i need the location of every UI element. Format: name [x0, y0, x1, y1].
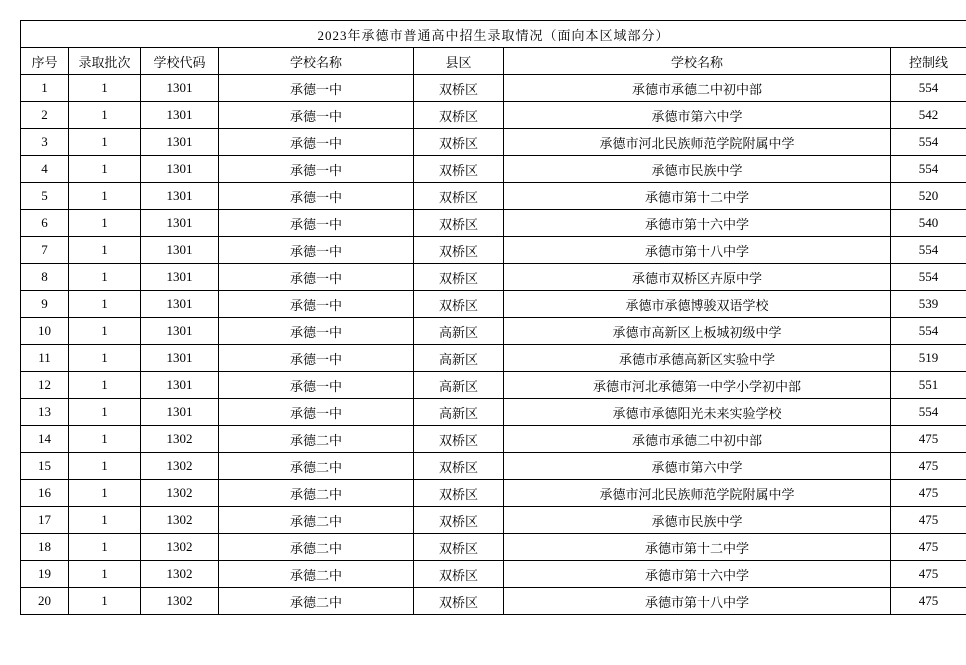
table-cell: 双桥区 — [414, 210, 504, 237]
table-row — [21, 453, 966, 480]
table-cell: 1301 — [141, 129, 219, 156]
table-row — [21, 291, 966, 318]
table-cell: 承德一中 — [219, 237, 414, 264]
table-cell: 1 — [69, 453, 141, 480]
table-cell: 475 — [891, 453, 966, 480]
table-cell: 475 — [891, 426, 966, 453]
table-cell: 承德市第十六中学 — [504, 561, 891, 588]
table-cell: 554 — [891, 264, 966, 291]
table-cell: 16 — [21, 480, 69, 507]
table-cell: 1 — [69, 210, 141, 237]
table-cell: 1302 — [141, 453, 219, 480]
table-cell: 承德市承德阳光未来实验学校 — [504, 399, 891, 426]
table-row — [21, 129, 966, 156]
table-cell: 1 — [69, 399, 141, 426]
table-cell: 1301 — [141, 372, 219, 399]
table-cell: 1 — [69, 129, 141, 156]
column-header-row — [21, 48, 966, 75]
table-row — [21, 507, 966, 534]
page-title: 2023年承德市普通高中招生录取情况（面向本区域部分） — [21, 21, 966, 48]
table-cell: 双桥区 — [414, 291, 504, 318]
table-cell: 5 — [21, 183, 69, 210]
table-cell: 承德市承德高新区实验中学 — [504, 345, 891, 372]
table-cell: 承德一中 — [219, 75, 414, 102]
table-row — [21, 480, 966, 507]
table-cell: 双桥区 — [414, 453, 504, 480]
table-cell: 承德一中 — [219, 129, 414, 156]
table-cell: 承德市第六中学 — [504, 453, 891, 480]
table-cell: 1 — [69, 237, 141, 264]
table-cell: 承德二中 — [219, 534, 414, 561]
column-header-1: 录取批次 — [69, 48, 141, 75]
table-cell: 2 — [21, 102, 69, 129]
table-cell: 高新区 — [414, 318, 504, 345]
column-header-5: 学校名称 — [504, 48, 891, 75]
table-cell: 承德一中 — [219, 372, 414, 399]
table-cell: 1301 — [141, 264, 219, 291]
table-cell: 4 — [21, 156, 69, 183]
table-cell: 1 — [69, 561, 141, 588]
table-cell: 双桥区 — [414, 102, 504, 129]
table-row — [21, 210, 966, 237]
table-cell: 554 — [891, 129, 966, 156]
table-cell: 475 — [891, 507, 966, 534]
table-cell: 承德二中 — [219, 561, 414, 588]
table-cell: 20 — [21, 588, 69, 615]
table-cell: 15 — [21, 453, 69, 480]
table-row — [21, 156, 966, 183]
table-cell: 双桥区 — [414, 264, 504, 291]
table-cell: 双桥区 — [414, 480, 504, 507]
table-cell: 1 — [69, 345, 141, 372]
column-header-3: 学校名称 — [219, 48, 414, 75]
table-cell: 11 — [21, 345, 69, 372]
table-cell: 承德市民族中学 — [504, 156, 891, 183]
table-row — [21, 75, 966, 102]
table-cell: 承德市河北承德第一中学小学初中部 — [504, 372, 891, 399]
table-cell: 1301 — [141, 291, 219, 318]
table-cell: 554 — [891, 399, 966, 426]
table-cell: 1301 — [141, 399, 219, 426]
table-cell: 承德市第十二中学 — [504, 534, 891, 561]
table-cell: 1301 — [141, 237, 219, 264]
table-cell: 19 — [21, 561, 69, 588]
table-cell: 475 — [891, 561, 966, 588]
table-cell: 承德市高新区上板城初级中学 — [504, 318, 891, 345]
admission-table — [20, 20, 966, 615]
table-cell: 8 — [21, 264, 69, 291]
table-row — [21, 561, 966, 588]
table-cell: 6 — [21, 210, 69, 237]
table-row — [21, 399, 966, 426]
table-cell: 554 — [891, 156, 966, 183]
table-cell: 10 — [21, 318, 69, 345]
table-cell: 1 — [69, 264, 141, 291]
table-cell: 1301 — [141, 75, 219, 102]
table-cell: 1302 — [141, 534, 219, 561]
table-cell: 承德市第十八中学 — [504, 237, 891, 264]
table-cell: 519 — [891, 345, 966, 372]
table-row — [21, 426, 966, 453]
table-cell: 539 — [891, 291, 966, 318]
table-cell: 双桥区 — [414, 237, 504, 264]
table-cell: 475 — [891, 534, 966, 561]
table-cell: 1 — [69, 372, 141, 399]
table-cell: 1 — [69, 318, 141, 345]
table-cell: 1301 — [141, 345, 219, 372]
table-cell: 承德一中 — [219, 291, 414, 318]
table-cell: 1 — [69, 183, 141, 210]
table-cell: 承德一中 — [219, 156, 414, 183]
column-header-0: 序号 — [21, 48, 69, 75]
table-cell: 承德二中 — [219, 426, 414, 453]
table-cell: 3 — [21, 129, 69, 156]
table-row — [21, 345, 966, 372]
table-cell: 551 — [891, 372, 966, 399]
table-cell: 承德一中 — [219, 183, 414, 210]
table-cell: 1302 — [141, 426, 219, 453]
table-cell: 承德一中 — [219, 210, 414, 237]
table-cell: 540 — [891, 210, 966, 237]
table-cell: 17 — [21, 507, 69, 534]
table-cell: 双桥区 — [414, 129, 504, 156]
table-cell: 1 — [69, 480, 141, 507]
table-cell: 475 — [891, 588, 966, 615]
table-cell: 双桥区 — [414, 426, 504, 453]
table-cell: 554 — [891, 318, 966, 345]
table-cell: 1301 — [141, 183, 219, 210]
table-cell: 承德一中 — [219, 318, 414, 345]
table-cell: 1 — [21, 75, 69, 102]
table-row — [21, 372, 966, 399]
table-cell: 554 — [891, 75, 966, 102]
table-cell: 承德市第六中学 — [504, 102, 891, 129]
table-cell: 承德市第十八中学 — [504, 588, 891, 615]
table-cell: 1301 — [141, 210, 219, 237]
table-cell: 承德市承德博骏双语学校 — [504, 291, 891, 318]
table-cell: 承德二中 — [219, 480, 414, 507]
table-cell: 承德二中 — [219, 453, 414, 480]
table-cell: 承德二中 — [219, 507, 414, 534]
table-cell: 7 — [21, 237, 69, 264]
table-cell: 1302 — [141, 507, 219, 534]
table-cell: 14 — [21, 426, 69, 453]
table-cell: 1 — [69, 156, 141, 183]
table-cell: 18 — [21, 534, 69, 561]
table-cell: 1 — [69, 507, 141, 534]
table-cell: 12 — [21, 372, 69, 399]
table-cell: 承德市承德二中初中部 — [504, 426, 891, 453]
table-cell: 承德市河北民族师范学院附属中学 — [504, 480, 891, 507]
table-row — [21, 183, 966, 210]
table-cell: 高新区 — [414, 372, 504, 399]
table-cell: 承德市双桥区卉原中学 — [504, 264, 891, 291]
table-cell: 双桥区 — [414, 561, 504, 588]
table-cell: 双桥区 — [414, 183, 504, 210]
table-row — [21, 588, 966, 615]
table-row — [21, 102, 966, 129]
table-cell: 1 — [69, 426, 141, 453]
table-cell: 13 — [21, 399, 69, 426]
table-cell: 双桥区 — [414, 156, 504, 183]
table-row — [21, 264, 966, 291]
table-cell: 高新区 — [414, 345, 504, 372]
table-cell: 双桥区 — [414, 507, 504, 534]
table-cell: 双桥区 — [414, 588, 504, 615]
table-cell: 承德一中 — [219, 264, 414, 291]
table-cell: 1 — [69, 534, 141, 561]
table-cell: 1302 — [141, 480, 219, 507]
table-cell: 520 — [891, 183, 966, 210]
title-row — [21, 21, 966, 48]
table-row — [21, 534, 966, 561]
table-header — [21, 21, 966, 75]
table-cell: 475 — [891, 480, 966, 507]
table-body — [21, 75, 966, 615]
table-cell: 1 — [69, 588, 141, 615]
table-cell: 1302 — [141, 561, 219, 588]
table-cell: 承德市河北民族师范学院附属中学 — [504, 129, 891, 156]
table-cell: 承德市承德二中初中部 — [504, 75, 891, 102]
table-cell: 承德一中 — [219, 102, 414, 129]
table-cell: 双桥区 — [414, 75, 504, 102]
table-cell: 双桥区 — [414, 534, 504, 561]
table-cell: 1 — [69, 75, 141, 102]
table-cell: 542 — [891, 102, 966, 129]
table-cell: 1302 — [141, 588, 219, 615]
table-row — [21, 237, 966, 264]
table-cell: 承德一中 — [219, 399, 414, 426]
column-header-2: 学校代码 — [141, 48, 219, 75]
table-cell: 高新区 — [414, 399, 504, 426]
table-cell: 1301 — [141, 156, 219, 183]
table-cell: 1301 — [141, 318, 219, 345]
table-cell: 承德市民族中学 — [504, 507, 891, 534]
table-row — [21, 318, 966, 345]
table-cell: 9 — [21, 291, 69, 318]
table-cell: 承德市第十二中学 — [504, 183, 891, 210]
column-header-4: 县区 — [414, 48, 504, 75]
table-cell: 1 — [69, 291, 141, 318]
column-header-6: 控制线 — [891, 48, 966, 75]
table-cell: 承德市第十六中学 — [504, 210, 891, 237]
table-cell: 1 — [69, 102, 141, 129]
table-cell: 554 — [891, 237, 966, 264]
table-cell: 承德一中 — [219, 345, 414, 372]
table-cell: 1301 — [141, 102, 219, 129]
table-cell: 承德二中 — [219, 588, 414, 615]
